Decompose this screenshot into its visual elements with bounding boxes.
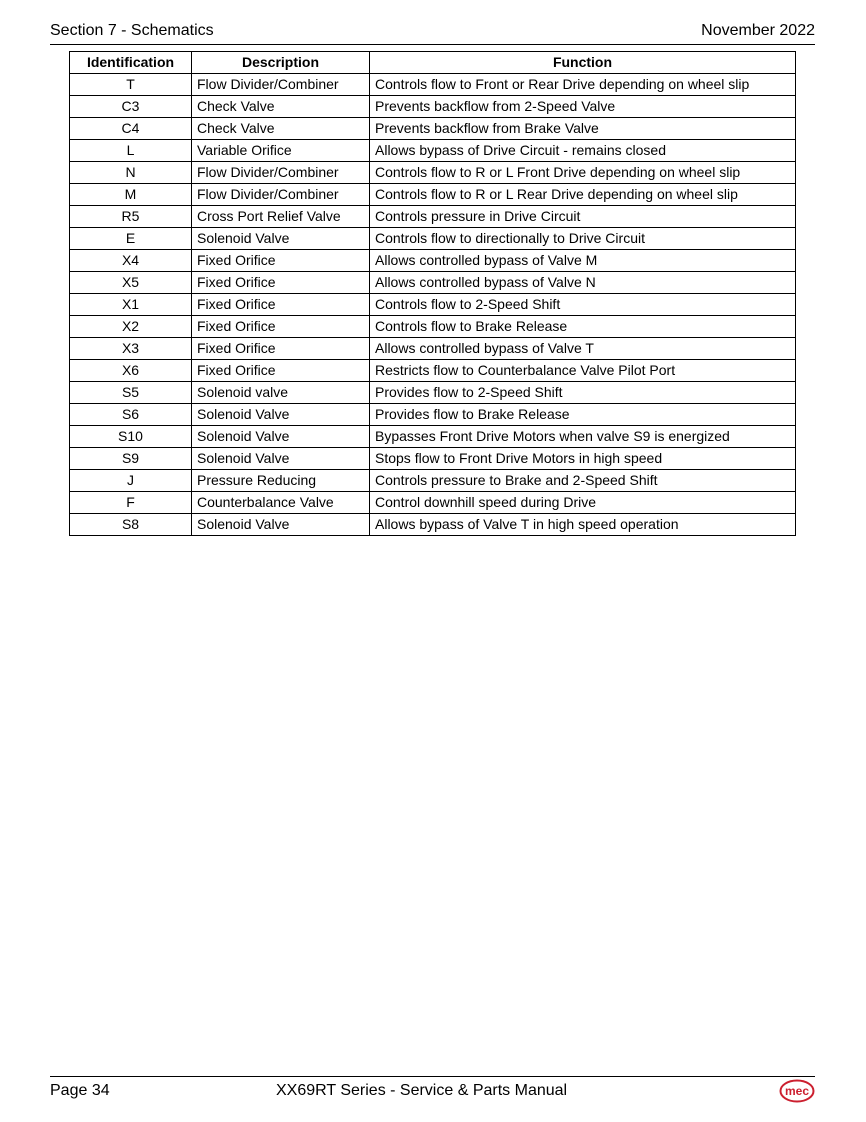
table-row: [70, 140, 796, 162]
table-row: [70, 96, 796, 118]
cell-function: Provides flow to 2-Speed Shift: [370, 382, 796, 404]
cell-function: Bypasses Front Drive Motors when valve S9 is energized: [370, 426, 796, 448]
cell-identification: S8: [70, 514, 192, 536]
cell-function: Allows controlled bypass of Valve M: [370, 250, 796, 272]
cell-description: Solenoid Valve: [192, 404, 370, 426]
cell-description: Check Valve: [192, 118, 370, 140]
table-row: [70, 338, 796, 360]
cell-identification: C3: [70, 96, 192, 118]
table-row: [70, 184, 796, 206]
cell-description: Solenoid Valve: [192, 426, 370, 448]
cell-function: Controls flow to R or L Rear Drive depending on wheel slip: [370, 184, 796, 206]
cell-identification: M: [70, 184, 192, 206]
cell-identification: X4: [70, 250, 192, 272]
cell-description: Counterbalance Valve: [192, 492, 370, 514]
cell-identification: X2: [70, 316, 192, 338]
cell-function: Controls flow to R or L Front Drive depending on wheel slip: [370, 162, 796, 184]
table-row: [70, 272, 796, 294]
cell-identification: S5: [70, 382, 192, 404]
table-body: [70, 74, 796, 536]
table-row: [70, 360, 796, 382]
cell-identification: X1: [70, 294, 192, 316]
cell-identification: R5: [70, 206, 192, 228]
cell-identification: C4: [70, 118, 192, 140]
document-date: November 2022: [701, 22, 815, 39]
cell-identification: X5: [70, 272, 192, 294]
manual-title: XX69RT Series - Service & Parts Manual: [276, 1082, 568, 1099]
cell-function: Prevents backflow from 2-Speed Valve: [370, 96, 796, 118]
cell-identification: E: [70, 228, 192, 250]
column-header-identification: Identification: [70, 52, 192, 74]
cell-description: Fixed Orifice: [192, 294, 370, 316]
cell-description: Fixed Orifice: [192, 316, 370, 338]
cell-description: Flow Divider/Combiner: [192, 162, 370, 184]
cell-function: Controls pressure to Brake and 2-Speed Shift: [370, 470, 796, 492]
cell-description: Solenoid valve: [192, 382, 370, 404]
cell-description: Variable Orifice: [192, 140, 370, 162]
component-table: [69, 51, 796, 536]
cell-description: Fixed Orifice: [192, 272, 370, 294]
cell-identification: X6: [70, 360, 192, 382]
table-row: [70, 426, 796, 448]
cell-function: Stops flow to Front Drive Motors in high speed: [370, 448, 796, 470]
cell-function: Provides flow to Brake Release: [370, 404, 796, 426]
table-row: [70, 492, 796, 514]
cell-identification: T: [70, 74, 192, 96]
cell-description: Solenoid Valve: [192, 514, 370, 536]
table-row: [70, 206, 796, 228]
table-row: [70, 404, 796, 426]
cell-function: Allows bypass of Drive Circuit - remains closed: [370, 140, 796, 162]
table-row: [70, 448, 796, 470]
cell-function: Controls flow to 2-Speed Shift: [370, 294, 796, 316]
table-row: [70, 294, 796, 316]
cell-identification: N: [70, 162, 192, 184]
cell-function: Controls flow to directionally to Drive Circuit: [370, 228, 796, 250]
table-row: [70, 514, 796, 536]
cell-identification: S6: [70, 404, 192, 426]
table-header-row: [70, 52, 796, 74]
table-row: [70, 470, 796, 492]
cell-description: Solenoid Valve: [192, 448, 370, 470]
table-row: [70, 162, 796, 184]
cell-identification: X3: [70, 338, 192, 360]
logo-wordmark: mec: [784, 1084, 810, 1098]
cell-identification: S10: [70, 426, 192, 448]
table-row: [70, 382, 796, 404]
cell-identification: S9: [70, 448, 192, 470]
cell-function: Prevents backflow from Brake Valve: [370, 118, 796, 140]
page-footer: [50, 1076, 815, 1107]
cell-function: Allows controlled bypass of Valve N: [370, 272, 796, 294]
table-row: [70, 74, 796, 96]
column-header-function: Function: [370, 52, 796, 74]
cell-function: Controls pressure in Drive Circuit: [370, 206, 796, 228]
cell-function: Controls flow to Brake Release: [370, 316, 796, 338]
table-row: [70, 228, 796, 250]
cell-description: Cross Port Relief Valve: [192, 206, 370, 228]
cell-identification: J: [70, 470, 192, 492]
section-title: Section 7 - Schematics: [50, 22, 214, 39]
mec-logo: [779, 1079, 815, 1103]
table-row: [70, 118, 796, 140]
cell-description: Fixed Orifice: [192, 338, 370, 360]
cell-function: Control downhill speed during Drive: [370, 492, 796, 514]
column-header-description: Description: [192, 52, 370, 74]
cell-identification: L: [70, 140, 192, 162]
cell-function: Restricts flow to Counterbalance Valve Pilot Port: [370, 360, 796, 382]
cell-description: Fixed Orifice: [192, 250, 370, 272]
table-row: [70, 250, 796, 272]
cell-description: Pressure Reducing: [192, 470, 370, 492]
cell-description: Check Valve: [192, 96, 370, 118]
page-number: Page 34: [50, 1082, 110, 1099]
table-row: [70, 316, 796, 338]
page-header: [50, 20, 815, 45]
cell-description: Flow Divider/Combiner: [192, 74, 370, 96]
cell-description: Fixed Orifice: [192, 360, 370, 382]
cell-description: Solenoid Valve: [192, 228, 370, 250]
cell-function: Allows controlled bypass of Valve T: [370, 338, 796, 360]
cell-identification: F: [70, 492, 192, 514]
cell-function: Controls flow to Front or Rear Drive depending on wheel slip: [370, 74, 796, 96]
cell-description: Flow Divider/Combiner: [192, 184, 370, 206]
cell-function: Allows bypass of Valve T in high speed operation: [370, 514, 796, 536]
